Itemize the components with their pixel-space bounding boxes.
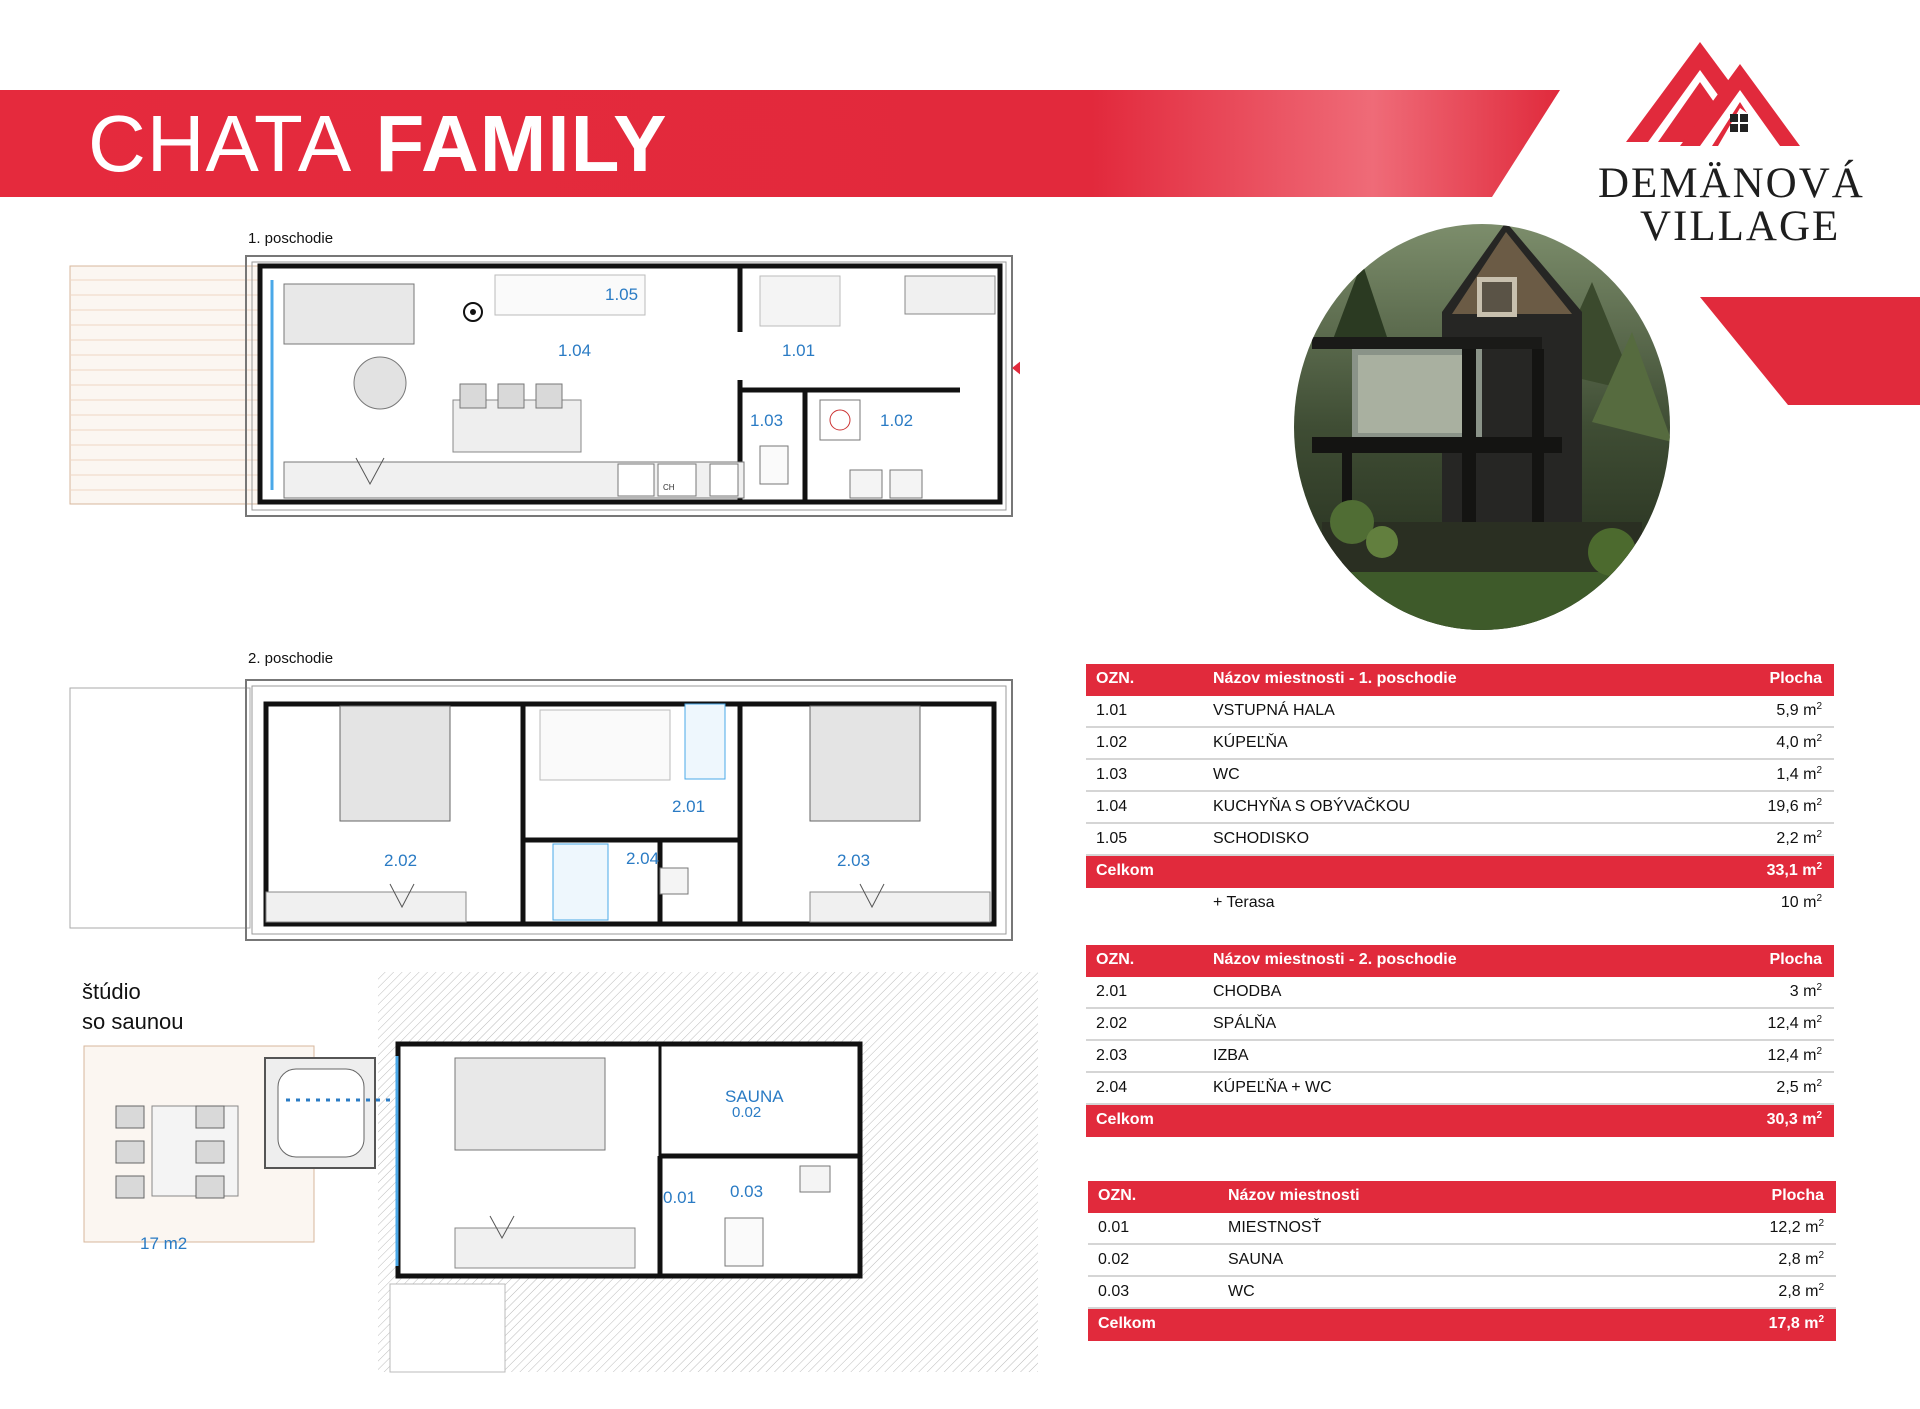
table-row: 2.03 IZBA 12,4 $m^2$ xyxy=(1086,1041,1834,1073)
table-row: 1.01 VSTUPNÁ HALA 5,9 $m^2$ xyxy=(1086,696,1834,728)
table-header: OZN. Názov miestnosti - 1. poschodie Plocha xyxy=(1086,664,1834,696)
table-row: 0.02 SAUNA 2,8 $m^2$ xyxy=(1088,1245,1836,1277)
table-floor1 xyxy=(1086,664,1834,920)
cooktop-label: CH xyxy=(663,483,675,492)
room-label-1.05: 1.05 xyxy=(605,285,639,304)
room-label-2.01: 2.01 xyxy=(672,797,706,816)
room-label-2.04: 2.04 xyxy=(626,849,660,868)
floor1-label: 1. poschodie xyxy=(248,230,334,247)
table-studio xyxy=(1088,1181,1836,1341)
table-row: 1.02 KÚPEĽŇA 4,0 $m^2$ xyxy=(1086,728,1834,760)
room-label-0.02: 0.02 xyxy=(732,1104,762,1121)
room-label-1.01: 1.01 xyxy=(782,341,816,360)
room-label-sauna: SAUNA xyxy=(725,1087,784,1106)
floor2-label: 2. poschodie xyxy=(248,650,334,667)
table-floor2 xyxy=(1086,945,1834,1137)
table-total-row: Celkom 17,8 $m^2$ xyxy=(1088,1309,1836,1341)
table-row: 0.01 MIESTNOSŤ 12,2 $m^2$ xyxy=(1088,1213,1836,1245)
room-label-1.02: 1.02 xyxy=(880,411,914,430)
terrace-area-label: 17 m2 xyxy=(140,1234,188,1253)
room-label-2.03: 2.03 xyxy=(837,851,871,870)
room-label-0.01: 0.01 xyxy=(663,1188,697,1207)
brand-name-line2: VILLAGE xyxy=(1640,203,1841,250)
studio-label-line1: štúdio xyxy=(82,979,141,1004)
table-row: 1.04 KUCHYŇA S OBÝVAČKOU 19,6 $m^2$ xyxy=(1086,792,1834,824)
brand-name-line1: DEMÄNOVÁ xyxy=(1598,160,1865,207)
table-total-row: Celkom 30,3 $m^2$ xyxy=(1086,1105,1834,1137)
room-label-1.04: 1.04 xyxy=(558,341,592,360)
table-header: OZN. Názov miestnosti - 2. poschodie Plocha xyxy=(1086,945,1834,977)
table-extra-row: + Terasa 10 $m^2$ xyxy=(1213,893,1822,911)
cabin-photo xyxy=(1292,222,1672,632)
floor-plan-1 xyxy=(60,240,1020,525)
decorative-red-wedge xyxy=(1700,297,1920,405)
page-title xyxy=(88,98,667,190)
table-row: 1.03 WC 1,4 $m^2$ xyxy=(1086,760,1834,792)
title-bold: FAMILY xyxy=(375,99,668,188)
table-total-row: Celkom 33,1 $m^2$ xyxy=(1086,856,1834,888)
table-row: 2.01 CHODBA 3 $m^2$ xyxy=(1086,977,1834,1009)
room-label-2.02: 2.02 xyxy=(384,851,418,870)
studio-plan xyxy=(60,966,1040,1381)
house-mountain-logo-icon xyxy=(1600,42,1800,146)
title-light: CHATA xyxy=(88,99,353,188)
studio-label-line2: so saunou xyxy=(82,1009,184,1034)
table-header: OZN. Názov miestnosti Plocha xyxy=(1088,1181,1836,1213)
table-row: 0.03 WC 2,8 $m^2$ xyxy=(1088,1277,1836,1309)
table-row: 1.05 SCHODISKO 2,2 $m^2$ xyxy=(1086,824,1834,856)
table-row: 2.02 SPÁLŇA 12,4 $m^2$ xyxy=(1086,1009,1834,1041)
room-label-1.03: 1.03 xyxy=(750,411,784,430)
floor-plan-2 xyxy=(60,672,1020,942)
room-label-0.03: 0.03 xyxy=(730,1182,764,1201)
table-row: 2.04 KÚPEĽŇA + WC 2,5 $m^2$ xyxy=(1086,1073,1834,1105)
